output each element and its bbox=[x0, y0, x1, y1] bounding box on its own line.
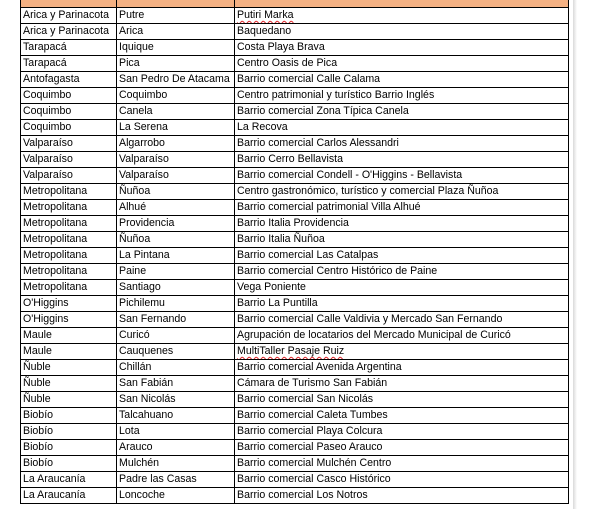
table-row bbox=[21, 456, 569, 472]
commune-text: La Pintana bbox=[119, 249, 170, 261]
region-text: Valparaíso bbox=[23, 137, 73, 149]
commune-text: San Nicolás bbox=[119, 393, 176, 405]
table-row bbox=[21, 280, 569, 296]
table-row bbox=[21, 424, 569, 440]
name-cell bbox=[235, 488, 569, 504]
commune-text: Ñuñoa bbox=[119, 233, 151, 245]
name-text: Cámara de Turismo San Fabián bbox=[237, 377, 388, 389]
region-text: Metropolitana bbox=[23, 201, 88, 213]
commune-cell bbox=[117, 344, 235, 360]
name-text: Barrio comercial San Nicolás bbox=[237, 393, 374, 405]
name-cell bbox=[235, 136, 569, 152]
table-row bbox=[21, 136, 569, 152]
commune-text: Iquique bbox=[119, 41, 154, 53]
name-text: Agrupación de locatarios del Mercado Municipal de Curicó bbox=[237, 329, 511, 341]
region-cell bbox=[21, 488, 117, 504]
region-cell bbox=[21, 56, 117, 72]
name-text: Barrio Cerro Bellavista bbox=[237, 153, 343, 165]
table-row bbox=[21, 248, 569, 264]
region-text: Valparaíso bbox=[23, 153, 73, 165]
commune-cell bbox=[117, 72, 235, 88]
name-cell bbox=[235, 24, 569, 40]
region-text: O'Higgins bbox=[23, 297, 69, 309]
name-cell bbox=[235, 40, 569, 56]
region-text: Ñuble bbox=[23, 377, 51, 389]
table-row bbox=[21, 344, 569, 360]
commune-cell bbox=[117, 456, 235, 472]
table-row bbox=[21, 232, 569, 248]
commune-text: Pichilemu bbox=[119, 297, 165, 309]
region-cell bbox=[21, 344, 117, 360]
name-text: Barrio comercial Condell - O'Higgins - Bellavista bbox=[237, 169, 463, 181]
name-cell bbox=[235, 296, 569, 312]
name-text: Centro patrimonial y turístico Barrio Inglés bbox=[237, 89, 435, 101]
region-text: Ñuble bbox=[23, 361, 51, 373]
name-cell bbox=[235, 472, 569, 488]
commune-cell bbox=[117, 408, 235, 424]
commune-cell bbox=[117, 200, 235, 216]
region-text: Metropolitana bbox=[23, 249, 88, 261]
commune-text: Lota bbox=[119, 425, 140, 437]
region-cell bbox=[21, 24, 117, 40]
table-row bbox=[21, 24, 569, 40]
commune-cell bbox=[117, 392, 235, 408]
region-text: Antofagasta bbox=[23, 73, 80, 85]
region-text: Tarapacá bbox=[23, 41, 67, 53]
name-cell bbox=[235, 312, 569, 328]
commune-cell bbox=[117, 472, 235, 488]
region-text: Metropolitana bbox=[23, 185, 88, 197]
table-row bbox=[21, 296, 569, 312]
name-cell bbox=[235, 456, 569, 472]
commune-cell bbox=[117, 232, 235, 248]
region-text: Coquimbo bbox=[23, 105, 72, 117]
region-text: Maule bbox=[23, 345, 52, 357]
table-row bbox=[21, 168, 569, 184]
region-cell bbox=[21, 40, 117, 56]
table-row bbox=[21, 376, 569, 392]
name-text: Barrio comercial Casco Histórico bbox=[237, 473, 391, 485]
region-cell bbox=[21, 8, 117, 24]
table-row bbox=[21, 440, 569, 456]
commune-text: San Fernando bbox=[119, 313, 187, 325]
name-cell bbox=[235, 264, 569, 280]
name-text: Baquedano bbox=[237, 25, 292, 37]
name-text: Barrio comercial Avenida Argentina bbox=[237, 361, 402, 373]
name-cell bbox=[235, 392, 569, 408]
region-cell bbox=[21, 232, 117, 248]
name-cell bbox=[235, 280, 569, 296]
commune-text: Pica bbox=[119, 57, 140, 69]
name-cell bbox=[235, 248, 569, 264]
commune-text: Putre bbox=[119, 9, 145, 21]
commune-cell bbox=[117, 152, 235, 168]
region-cell bbox=[21, 104, 117, 120]
region-cell bbox=[21, 120, 117, 136]
commune-text: Arica bbox=[119, 25, 144, 37]
commune-text: Paine bbox=[119, 265, 147, 277]
name-cell bbox=[235, 168, 569, 184]
commune-cell bbox=[117, 104, 235, 120]
region-cell bbox=[21, 248, 117, 264]
name-text: La Recova bbox=[237, 121, 288, 133]
commune-cell bbox=[117, 376, 235, 392]
name-text: Barrio comercial Calle Calama bbox=[237, 73, 381, 85]
name-text: Barrio comercial Playa Colcura bbox=[237, 425, 383, 437]
name-text: Barrio comercial patrimonial Villa Alhué bbox=[237, 201, 421, 213]
name-cell bbox=[235, 88, 569, 104]
name-cell bbox=[235, 200, 569, 216]
commune-text: Canela bbox=[119, 105, 153, 117]
name-text: Barrio comercial Los Notros bbox=[237, 489, 368, 501]
region-cell bbox=[21, 88, 117, 104]
table-row bbox=[21, 8, 569, 24]
commune-cell bbox=[117, 56, 235, 72]
name-cell bbox=[235, 328, 569, 344]
name-cell bbox=[235, 120, 569, 136]
commune-cell bbox=[117, 312, 235, 328]
name-cell bbox=[235, 424, 569, 440]
name-text: Barrio comercial Mulchén Centro bbox=[237, 457, 392, 469]
commune-cell bbox=[117, 136, 235, 152]
table-row bbox=[21, 312, 569, 328]
region-cell bbox=[21, 456, 117, 472]
name-cell bbox=[235, 216, 569, 232]
region-text: La Araucanía bbox=[23, 473, 86, 485]
table-row bbox=[21, 120, 569, 136]
region-text: Tarapacá bbox=[23, 57, 67, 69]
commune-text: San Fabián bbox=[119, 377, 174, 389]
name-text: Costa Playa Brava bbox=[237, 41, 325, 53]
region-cell bbox=[21, 264, 117, 280]
region-cell bbox=[21, 72, 117, 88]
commune-text: San Pedro De Atacama bbox=[119, 73, 230, 85]
name-text: Barrio Italia Providencia bbox=[237, 217, 349, 229]
region-cell bbox=[21, 296, 117, 312]
commune-cell bbox=[117, 216, 235, 232]
commune-cell bbox=[117, 296, 235, 312]
name-cell bbox=[235, 56, 569, 72]
name-cell bbox=[235, 152, 569, 168]
commune-text: Coquimbo bbox=[119, 89, 168, 101]
commune-cell bbox=[117, 24, 235, 40]
commune-cell bbox=[117, 440, 235, 456]
commune-text: Curicó bbox=[119, 329, 150, 341]
header-cell bbox=[235, 0, 569, 8]
commune-text: Algarrobo bbox=[119, 137, 165, 149]
name-cell bbox=[235, 360, 569, 376]
name-text: Barrio comercial Paseo Arauco bbox=[237, 441, 383, 453]
table-body bbox=[21, 0, 569, 504]
name-cell bbox=[235, 232, 569, 248]
commune-cell bbox=[117, 488, 235, 504]
header-cell bbox=[21, 0, 117, 8]
name-text: Barrio comercial Caleta Tumbes bbox=[237, 409, 388, 421]
region-text: Arica y Parinacota bbox=[23, 25, 109, 37]
table-row bbox=[21, 264, 569, 280]
region-cell bbox=[21, 328, 117, 344]
table-row bbox=[21, 360, 569, 376]
table-row bbox=[21, 392, 569, 408]
region-cell bbox=[21, 184, 117, 200]
table-row bbox=[21, 472, 569, 488]
table-row bbox=[21, 216, 569, 232]
name-text: Centro gastronómico, turístico y comercial Plaza Ñuñoa bbox=[237, 185, 499, 197]
region-text: La Araucanía bbox=[23, 489, 86, 501]
commune-text: Arauco bbox=[119, 441, 153, 453]
region-cell bbox=[21, 168, 117, 184]
name-text: Barrio Italia Ñuñoa bbox=[237, 233, 325, 245]
commune-cell bbox=[117, 328, 235, 344]
commune-text: Valparaíso bbox=[119, 169, 169, 181]
region-text: Maule bbox=[23, 329, 52, 341]
name-cell bbox=[235, 8, 569, 24]
region-cell bbox=[21, 424, 117, 440]
commune-cell bbox=[117, 120, 235, 136]
commune-text: Loncoche bbox=[119, 489, 165, 501]
commune-text: Mulchén bbox=[119, 457, 160, 469]
region-cell bbox=[21, 152, 117, 168]
commune-text: Talcahuano bbox=[119, 409, 174, 421]
name-text: Putiri Marka bbox=[237, 9, 294, 21]
commune-text: Alhué bbox=[119, 201, 147, 213]
commune-text: Cauquenes bbox=[119, 345, 174, 357]
name-text: Barrio comercial Las Catalpas bbox=[237, 249, 379, 261]
region-cell bbox=[21, 200, 117, 216]
commune-text: Santiago bbox=[119, 281, 161, 293]
region-cell bbox=[21, 216, 117, 232]
region-cell bbox=[21, 472, 117, 488]
name-cell bbox=[235, 72, 569, 88]
region-text: Coquimbo bbox=[23, 121, 72, 133]
name-cell bbox=[235, 104, 569, 120]
region-text: Arica y Parinacota bbox=[23, 9, 109, 21]
region-text: Biobío bbox=[23, 425, 54, 437]
region-text: Metropolitana bbox=[23, 281, 88, 293]
commune-cell bbox=[117, 248, 235, 264]
table-row bbox=[21, 328, 569, 344]
region-cell bbox=[21, 136, 117, 152]
region-cell bbox=[21, 376, 117, 392]
name-cell bbox=[235, 184, 569, 200]
name-cell bbox=[235, 344, 569, 360]
commune-text: Ñuñoa bbox=[119, 185, 151, 197]
name-text: MultiTaller Pasaje Ruiz bbox=[237, 345, 345, 357]
region-text: Ñuble bbox=[23, 393, 51, 405]
commune-cell bbox=[117, 424, 235, 440]
region-text: Biobío bbox=[23, 441, 54, 453]
region-text: O'Higgins bbox=[23, 313, 69, 325]
commune-text: Valparaíso bbox=[119, 153, 169, 165]
name-text: Barrio La Puntilla bbox=[237, 297, 318, 309]
commercial-districts-table bbox=[20, 0, 569, 504]
table-row bbox=[21, 40, 569, 56]
region-cell bbox=[21, 360, 117, 376]
commune-text: Chillán bbox=[119, 361, 152, 373]
table-header-row bbox=[21, 0, 569, 8]
table-row bbox=[21, 200, 569, 216]
region-cell bbox=[21, 408, 117, 424]
name-cell bbox=[235, 408, 569, 424]
region-text: Metropolitana bbox=[23, 233, 88, 245]
name-text: Centro Oasis de Pica bbox=[237, 57, 338, 69]
name-text: Vega Poniente bbox=[237, 281, 306, 293]
table-row bbox=[21, 184, 569, 200]
region-cell bbox=[21, 312, 117, 328]
region-cell bbox=[21, 440, 117, 456]
commune-cell bbox=[117, 360, 235, 376]
commune-text: La Serena bbox=[119, 121, 168, 133]
table-row bbox=[21, 152, 569, 168]
commune-cell bbox=[117, 168, 235, 184]
table-row bbox=[21, 56, 569, 72]
region-text: Coquimbo bbox=[23, 89, 72, 101]
commune-cell bbox=[117, 40, 235, 56]
name-cell bbox=[235, 376, 569, 392]
commune-text: Providencia bbox=[119, 217, 175, 229]
name-text: Barrio comercial Centro Histórico de Paine bbox=[237, 265, 438, 277]
region-text: Biobío bbox=[23, 409, 54, 421]
region-text: Metropolitana bbox=[23, 265, 88, 277]
commune-cell bbox=[117, 8, 235, 24]
commune-text: Padre las Casas bbox=[119, 473, 197, 485]
region-text: Metropolitana bbox=[23, 217, 88, 229]
region-text: Biobío bbox=[23, 457, 54, 469]
table-row bbox=[21, 488, 569, 504]
table-row bbox=[21, 104, 569, 120]
name-text: Barrio comercial Zona Típica Canela bbox=[237, 105, 409, 117]
commune-cell bbox=[117, 264, 235, 280]
region-cell bbox=[21, 280, 117, 296]
region-text: Valparaíso bbox=[23, 169, 73, 181]
name-cell bbox=[235, 440, 569, 456]
table-row bbox=[21, 408, 569, 424]
header-cell bbox=[117, 0, 235, 8]
page-edge-shadow bbox=[573, 0, 577, 509]
table-row bbox=[21, 88, 569, 104]
name-text: Barrio comercial Calle Valdivia y Mercado San Fernando bbox=[237, 313, 503, 325]
commune-cell bbox=[117, 88, 235, 104]
commune-cell bbox=[117, 184, 235, 200]
region-cell bbox=[21, 392, 117, 408]
table-row bbox=[21, 72, 569, 88]
commune-cell bbox=[117, 280, 235, 296]
name-text: Barrio comercial Carlos Alessandri bbox=[237, 137, 399, 149]
